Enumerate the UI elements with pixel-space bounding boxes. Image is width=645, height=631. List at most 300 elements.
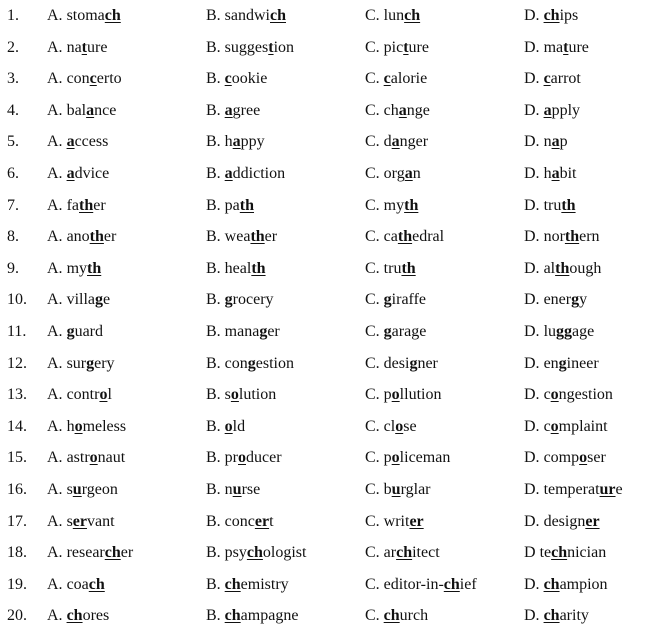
option-letter: D. [524, 133, 544, 151]
answer-option-c [365, 158, 421, 189]
option-letter: B. [206, 259, 225, 277]
highlighted-sound: o [395, 417, 404, 435]
highlighted-sound: a [551, 165, 560, 182]
word-suffix: er [264, 228, 278, 246]
option-letter: C. [365, 481, 384, 498]
option-letter: B. [206, 512, 225, 530]
word-suffix: itect [412, 544, 440, 562]
option-letter: C. [365, 386, 384, 404]
answer-option-c [365, 316, 426, 347]
word-prefix: editor-in- [383, 575, 444, 593]
highlighted-sound: ch [543, 575, 560, 593]
option-letter: C. [365, 544, 384, 562]
highlighted-sound: t [403, 38, 409, 56]
highlighted-sound: ch [396, 544, 413, 562]
word-prefix: sugges [224, 38, 269, 56]
question-number: 1. [7, 7, 19, 24]
answer-option-d [524, 348, 599, 379]
question-row [0, 190, 645, 221]
highlighted-sound: er [254, 512, 270, 530]
highlighted-sound: th [79, 196, 94, 214]
word-suffix: ld [232, 417, 246, 435]
word-suffix: llution [399, 386, 442, 404]
word-suffix: ppy [240, 133, 265, 151]
word-prefix: comp [543, 449, 580, 467]
option-letter: C. [365, 70, 384, 88]
word-suffix: arrot [550, 70, 581, 88]
answer-option-a [47, 0, 121, 31]
word-prefix: d [383, 133, 392, 151]
answer-option-c [365, 284, 426, 315]
word-suffix: alorie [390, 70, 428, 88]
word-suffix: rgeon [81, 481, 118, 498]
word-prefix: mana [224, 323, 260, 340]
answer-option-c [365, 411, 417, 442]
highlighted-sound: ch [383, 607, 400, 625]
highlighted-sound: c [543, 70, 551, 88]
question-row [0, 506, 645, 537]
word-suffix: mplaint [558, 417, 608, 435]
word-suffix: ookie [231, 70, 268, 88]
option-letter: A. [47, 165, 67, 182]
answer-option-b [206, 284, 274, 315]
word-prefix: h [224, 133, 233, 151]
option-letter: B. [206, 101, 225, 119]
word-prefix: te [539, 544, 552, 562]
word-prefix: c [543, 417, 551, 435]
word-suffix: ser [587, 449, 606, 467]
word-suffix: ddiction [232, 165, 286, 182]
word-suffix: ccess [74, 133, 109, 151]
answer-option-b [206, 95, 260, 126]
option-letter: A. [47, 512, 67, 530]
highlighted-sound: o [550, 386, 559, 404]
answer-option-a [47, 284, 110, 315]
word-prefix: c [543, 386, 551, 404]
word-suffix: ern [579, 228, 600, 246]
word-prefix: conc [224, 512, 255, 530]
word-prefix: stoma [66, 7, 105, 24]
answer-option-a [47, 32, 107, 63]
highlighted-sound: g [383, 323, 392, 340]
word-suffix: uard [74, 323, 103, 340]
word-suffix: erto [96, 70, 122, 88]
answer-option-a [47, 253, 101, 284]
word-prefix: tru [383, 259, 402, 277]
highlighted-sound: ch [543, 7, 560, 24]
answer-option-d [524, 316, 594, 347]
answer-option-a [47, 569, 105, 600]
option-letter: A. [47, 354, 67, 372]
highlighted-sound: u [72, 481, 82, 498]
answer-option-a [47, 158, 109, 189]
answer-option-a [47, 63, 122, 94]
option-letter: A. [47, 575, 67, 593]
word-suffix: nician [567, 544, 607, 562]
highlighted-sound: th [250, 228, 265, 246]
option-letter: B. [206, 417, 225, 435]
question-number: 5. [7, 133, 19, 151]
question-number: 10. [7, 291, 27, 309]
answer-option-a [47, 537, 133, 568]
highlighted-sound: t [563, 38, 569, 56]
answer-option-b [206, 221, 277, 252]
highlighted-sound: a [232, 133, 241, 151]
highlighted-sound: g [383, 291, 392, 309]
option-letter: A. [47, 291, 67, 309]
answer-option-b [206, 411, 245, 442]
question-row [0, 569, 645, 600]
option-letter: C. [365, 607, 384, 625]
word-prefix: my [383, 196, 405, 214]
answer-option-c [365, 32, 429, 63]
answer-option-b [206, 190, 254, 221]
word-suffix: dvice [74, 165, 110, 182]
highlighted-sound: th [89, 228, 104, 246]
answer-option-a [47, 126, 108, 157]
highlighted-sound: a [404, 165, 413, 182]
answer-option-d [524, 126, 568, 157]
word-prefix: desi [383, 354, 410, 372]
word-prefix: ener [543, 291, 572, 309]
option-letter: A. [47, 101, 67, 119]
option-letter: B. [206, 575, 225, 593]
answer-option-a [47, 221, 116, 252]
option-letter: C. [365, 323, 384, 340]
word-prefix: n [543, 133, 552, 151]
highlighted-sound: th [397, 228, 413, 246]
answer-option-c [365, 537, 440, 568]
option-letter: B. [206, 291, 225, 309]
question-number: 12. [7, 354, 27, 372]
answer-option-b [206, 506, 274, 537]
highlighted-sound: a [224, 165, 233, 182]
word-suffix: ure [408, 38, 429, 56]
highlighted-sound: ch [104, 7, 121, 24]
word-prefix: temperat [543, 481, 600, 498]
word-suffix: gree [232, 101, 261, 119]
highlighted-sound: c [383, 70, 391, 88]
question-row [0, 95, 645, 126]
word-suffix: e [615, 481, 623, 498]
word-prefix: ch [383, 101, 399, 119]
highlighted-sound: o [391, 449, 400, 467]
word-suffix: rse [241, 481, 261, 498]
highlighted-sound: a [398, 101, 407, 119]
highlighted-sound: a [86, 101, 95, 119]
word-prefix: coa [66, 575, 89, 593]
answer-option-a [47, 348, 115, 379]
option-letter: A. [47, 481, 67, 498]
highlighted-sound: er [409, 512, 424, 530]
answer-option-d [524, 537, 606, 568]
answer-option-b [206, 63, 267, 94]
answer-option-b [206, 474, 260, 505]
option-letter: D. [524, 575, 544, 593]
option-letter: C. [365, 196, 384, 214]
word-prefix: n [224, 481, 233, 498]
word-suffix: e [103, 291, 111, 309]
option-letter: D. [524, 291, 544, 309]
highlighted-sound: th [555, 259, 570, 277]
option-letter: D. [524, 417, 544, 435]
highlighted-sound: g [247, 354, 256, 372]
option-letter: B. [206, 70, 225, 88]
answer-option-a [47, 190, 106, 221]
word-prefix: lu [543, 323, 557, 340]
option-letter: A. [47, 133, 67, 151]
word-prefix: b [383, 481, 392, 498]
question-row [0, 348, 645, 379]
question-number: 8. [7, 228, 19, 246]
highlighted-sound: o [74, 417, 83, 435]
highlighted-sound: g [571, 291, 580, 309]
highlighted-sound: er [72, 512, 87, 530]
option-letter: D. [524, 38, 544, 56]
option-letter: B. [206, 449, 225, 467]
highlighted-sound: ch [224, 607, 241, 625]
option-letter: B. [206, 228, 225, 246]
option-letter: D. [524, 70, 544, 88]
highlighted-sound: o [391, 386, 400, 404]
highlighted-sound: th [239, 196, 255, 214]
option-letter: D. [524, 7, 544, 24]
word-prefix: en [543, 354, 559, 372]
option-letter: A. [47, 449, 67, 467]
word-prefix: p [383, 449, 392, 467]
answer-option-c [365, 506, 424, 537]
word-prefix: pa [224, 196, 240, 214]
option-letter: D. [524, 165, 544, 182]
answer-option-d [524, 32, 589, 63]
answer-option-d [524, 190, 576, 221]
highlighted-sound: ch [246, 544, 263, 562]
answer-option-b [206, 126, 265, 157]
question-row [0, 284, 645, 315]
option-letter: C. [365, 354, 384, 372]
word-prefix: resear [66, 544, 105, 562]
option-letter: C. [365, 38, 384, 56]
highlighted-sound: o [238, 449, 246, 467]
option-letter: B. [206, 386, 225, 404]
question-number: 16. [7, 481, 27, 498]
word-prefix: fa [66, 196, 79, 214]
word-suffix: er [103, 228, 117, 246]
option-letter: B. [206, 7, 225, 24]
option-letter: A. [47, 228, 67, 246]
question-row [0, 158, 645, 189]
question-number: 9. [7, 259, 19, 277]
highlighted-sound: c [224, 70, 232, 88]
question-number: 4. [7, 101, 19, 119]
word-prefix: wea [224, 228, 251, 246]
option-letter: C. [365, 449, 384, 467]
question-row [0, 316, 645, 347]
word-prefix: h [66, 417, 75, 435]
question-number: 17. [7, 512, 27, 530]
word-suffix: nge [406, 101, 430, 119]
answer-option-c [365, 253, 416, 284]
option-letter: A. [47, 386, 67, 404]
answer-option-b [206, 600, 298, 631]
highlighted-sound: ch [443, 575, 460, 593]
highlighted-sound: er [585, 512, 600, 530]
word-suffix: emistry [240, 575, 289, 593]
answer-option-a [47, 442, 125, 473]
answer-option-a [47, 474, 118, 505]
option-letter: C. [365, 165, 384, 182]
highlighted-sound: gg [556, 323, 573, 340]
word-prefix: p [383, 386, 392, 404]
word-suffix: lution [238, 386, 277, 404]
answer-option-d [524, 411, 608, 442]
word-suffix: ips [559, 7, 579, 24]
question-number: 3. [7, 70, 19, 88]
word-suffix: edral [412, 228, 445, 246]
answer-option-c [365, 474, 431, 505]
answer-option-c [365, 95, 430, 126]
answer-option-c [365, 221, 444, 252]
answer-option-a [47, 600, 109, 631]
option-letter: C. [365, 7, 384, 24]
highlighted-sound: g [95, 291, 103, 309]
word-prefix: ar [383, 544, 397, 562]
word-suffix: rocery [232, 291, 274, 309]
highlighted-sound: a [66, 133, 75, 151]
answer-option-c [365, 63, 427, 94]
question-row [0, 221, 645, 252]
word-suffix: p [559, 133, 568, 151]
answer-option-b [206, 537, 306, 568]
word-prefix: my [66, 259, 88, 277]
word-prefix: con [66, 70, 90, 88]
highlighted-sound: a [66, 165, 75, 182]
question-number: 7. [7, 196, 19, 214]
option-letter: D. [524, 101, 544, 119]
answer-option-a [47, 95, 116, 126]
option-letter: B. [206, 38, 225, 56]
option-letter: B. [206, 354, 225, 372]
word-prefix: villa [66, 291, 95, 309]
highlighted-sound: ch [66, 607, 83, 625]
answer-option-b [206, 32, 294, 63]
answer-option-c [365, 348, 438, 379]
word-prefix: tru [543, 196, 562, 214]
option-letter: D. [524, 512, 544, 530]
word-suffix: er [120, 544, 134, 562]
word-prefix: s [224, 386, 231, 404]
word-suffix: vant [87, 512, 115, 530]
option-letter: C. [365, 417, 384, 435]
answer-option-c [365, 379, 441, 410]
option-letter: A. [47, 38, 67, 56]
option-letter: A. [47, 607, 67, 625]
word-prefix: s [66, 512, 73, 530]
option-letter: A. [47, 259, 67, 277]
option-letter: D. [524, 481, 544, 498]
word-prefix: sur [66, 354, 87, 372]
highlighted-sound: ur [599, 481, 616, 498]
word-suffix: er [267, 323, 280, 340]
word-suffix: y [579, 291, 588, 309]
word-prefix: s [66, 481, 73, 498]
highlighted-sound: a [543, 101, 552, 119]
word-prefix: ma [543, 38, 564, 56]
option-letter: A. [47, 544, 67, 562]
highlighted-sound: th [561, 196, 576, 214]
highlighted-sound: ch [404, 7, 421, 24]
word-suffix: urch [399, 607, 429, 625]
answer-option-c [365, 442, 450, 473]
highlighted-sound: g [558, 354, 567, 372]
answer-option-a [47, 506, 115, 537]
highlighted-sound: g [224, 291, 233, 309]
word-suffix: ngestion [558, 386, 613, 404]
answer-option-b [206, 379, 276, 410]
word-suffix: liceman [399, 449, 451, 467]
option-letter: C. [365, 291, 384, 309]
highlighted-sound: g [86, 354, 95, 372]
question-row [0, 126, 645, 157]
option-letter: B. [206, 323, 225, 340]
highlighted-sound: ch [270, 7, 286, 24]
highlighted-sound: th [401, 259, 416, 277]
word-suffix: meless [82, 417, 127, 435]
highlighted-sound: th [251, 259, 266, 277]
question-row [0, 0, 645, 31]
answer-option-c [365, 0, 420, 31]
highlighted-sound: a [224, 101, 233, 119]
answer-option-b [206, 158, 285, 189]
word-suffix: ough [569, 259, 602, 277]
question-row [0, 442, 645, 473]
option-letter: D. [524, 607, 544, 625]
highlighted-sound: th [404, 196, 419, 214]
answer-option-d [524, 253, 601, 284]
option-letter: C. [365, 259, 384, 277]
question-number: 19. [7, 575, 27, 593]
word-suffix: ion [273, 38, 295, 56]
highlighted-sound: ch [88, 575, 105, 593]
highlighted-sound: o [550, 417, 559, 435]
answer-option-d [524, 600, 589, 631]
answer-option-b [206, 348, 294, 379]
question-row [0, 32, 645, 63]
word-suffix: n [412, 165, 421, 182]
answer-option-c [365, 569, 477, 600]
answer-option-c [365, 600, 428, 631]
answer-option-a [47, 411, 126, 442]
option-letter: D. [524, 449, 544, 467]
option-letter: C. [365, 133, 384, 151]
word-suffix: ure [87, 38, 108, 56]
highlighted-sound: ch [543, 607, 560, 625]
word-suffix: ducer [246, 449, 282, 467]
word-suffix: se [403, 417, 417, 435]
option-letter: D. [524, 323, 544, 340]
answer-option-b [206, 569, 289, 600]
highlighted-sound: ch [224, 575, 241, 593]
highlighted-sound: u [391, 481, 401, 498]
answer-option-b [206, 0, 286, 31]
answer-option-c [365, 190, 418, 221]
option-letter: D. [524, 354, 544, 372]
word-suffix: rglar [400, 481, 431, 498]
answer-option-d [524, 442, 606, 473]
word-prefix: pic [383, 38, 404, 56]
option-letter: A. [47, 70, 67, 88]
word-prefix: h [543, 165, 552, 182]
